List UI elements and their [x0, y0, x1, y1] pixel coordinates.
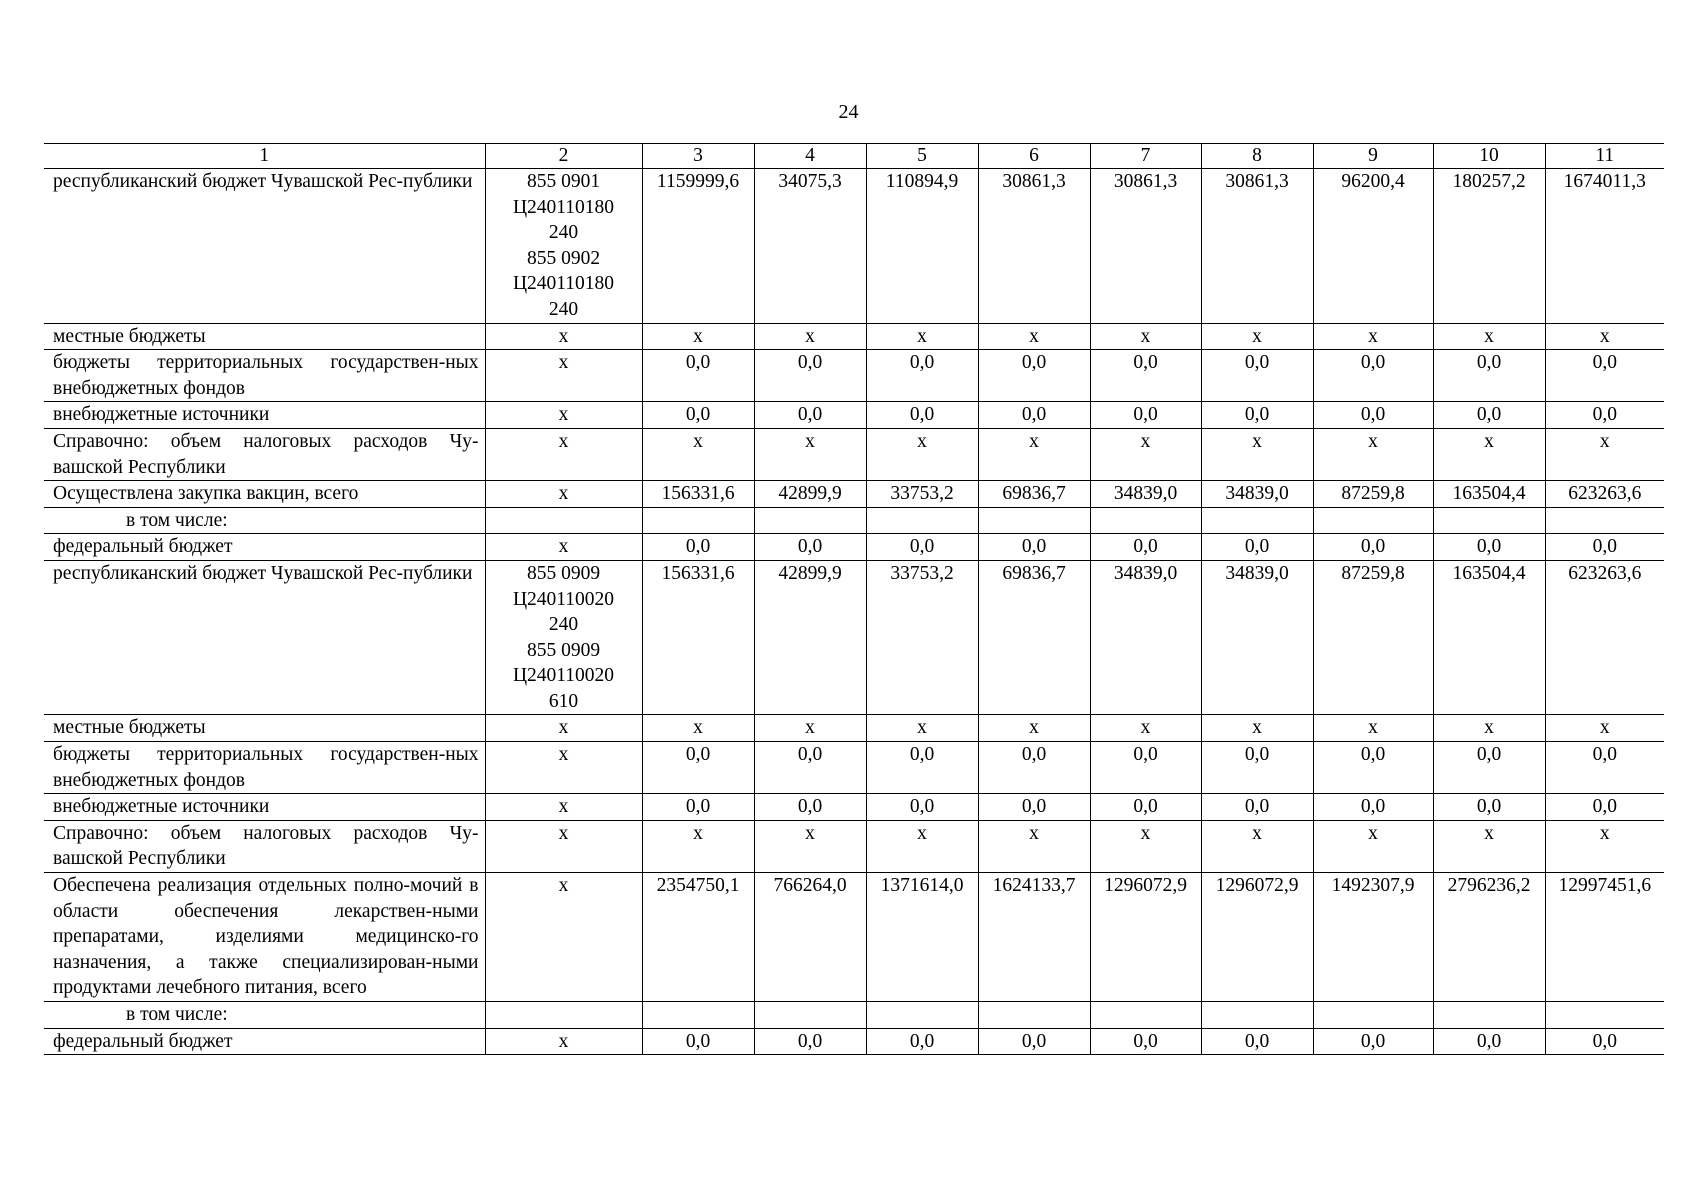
table-row	[44, 1028, 1664, 1055]
value-cell: 156331,6	[642, 481, 754, 508]
value-cell: 30861,3	[978, 169, 1090, 324]
value-cell	[1090, 507, 1201, 534]
value-cell: 0,0	[1090, 350, 1201, 402]
value-cell	[978, 1002, 1090, 1029]
value-cell: 180257,2	[1433, 169, 1545, 324]
budget-code-cell: х	[485, 402, 642, 429]
value-cell: 156331,6	[642, 560, 754, 715]
value-cell	[1433, 507, 1545, 534]
value-cell: 0,0	[1313, 742, 1433, 794]
table-row	[44, 873, 1664, 1002]
value-cell: 0,0	[642, 742, 754, 794]
row-label: внебюджетные источники	[44, 794, 485, 821]
value-cell: 0,0	[1433, 794, 1545, 821]
row-label: бюджеты территориальных государствен-ных внебюджетных фондов	[44, 742, 485, 794]
value-cell: 0,0	[1201, 794, 1313, 821]
value-cell: х	[978, 428, 1090, 480]
value-cell: 0,0	[1090, 794, 1201, 821]
value-cell: х	[978, 820, 1090, 872]
row-label: местные бюджеты	[44, 323, 485, 350]
value-cell: х	[1201, 715, 1313, 742]
value-cell: 30861,3	[1201, 169, 1313, 324]
value-cell: 42899,9	[754, 560, 866, 715]
row-label: в том числе:	[44, 1002, 485, 1029]
value-cell: 0,0	[642, 1028, 754, 1055]
value-cell: х	[1433, 323, 1545, 350]
column-header-6: 6	[978, 144, 1090, 169]
value-cell: 0,0	[866, 1028, 978, 1055]
value-cell: 0,0	[978, 350, 1090, 402]
value-cell	[642, 507, 754, 534]
value-cell: 0,0	[1433, 742, 1545, 794]
value-cell: 0,0	[1433, 1028, 1545, 1055]
budget-code-cell: х	[485, 820, 642, 872]
value-cell: 0,0	[866, 534, 978, 561]
table-row	[44, 323, 1664, 350]
value-cell: 0,0	[1545, 534, 1664, 561]
row-label: Справочно: объем налоговых расходов Чу-вашской Республики	[44, 428, 485, 480]
value-cell: 0,0	[1090, 1028, 1201, 1055]
table-row	[44, 428, 1664, 480]
value-cell: х	[1313, 323, 1433, 350]
value-cell: 0,0	[1313, 402, 1433, 429]
budget-code-cell: х	[485, 715, 642, 742]
value-cell	[1201, 507, 1313, 534]
value-cell: х	[754, 820, 866, 872]
value-cell: 0,0	[1201, 534, 1313, 561]
value-cell: 0,0	[1313, 350, 1433, 402]
table-row	[44, 560, 1664, 715]
value-cell: х	[866, 820, 978, 872]
value-cell	[754, 507, 866, 534]
value-cell: 0,0	[1201, 402, 1313, 429]
value-cell: 34839,0	[1090, 560, 1201, 715]
value-cell	[866, 1002, 978, 1029]
value-cell	[1433, 1002, 1545, 1029]
table-row	[44, 507, 1664, 534]
value-cell	[642, 1002, 754, 1029]
value-cell: 1674011,3	[1545, 169, 1664, 324]
value-cell: 0,0	[1201, 1028, 1313, 1055]
value-cell: х	[866, 715, 978, 742]
budget-code-cell: х	[485, 534, 642, 561]
value-cell: 0,0	[1090, 742, 1201, 794]
column-header-10: 10	[1433, 144, 1545, 169]
value-cell: 0,0	[1545, 350, 1664, 402]
value-cell: 0,0	[1545, 1028, 1664, 1055]
value-cell: 0,0	[754, 402, 866, 429]
value-cell: 0,0	[642, 402, 754, 429]
value-cell: х	[754, 323, 866, 350]
row-label: Осуществлена закупка вакцин, всего	[44, 481, 485, 508]
value-cell: х	[1201, 428, 1313, 480]
row-label: в том числе:	[44, 507, 485, 534]
value-cell: 34075,3	[754, 169, 866, 324]
budget-code-cell: х	[485, 742, 642, 794]
row-label: Обеспечена реализация отдельных полно-мочий в области обеспечения лекарствен-ными препаратами, изделиями медицинско-го назначения, а также специализирован-ными продуктами лечебного питания, всего	[44, 873, 485, 1002]
value-cell: х	[754, 715, 866, 742]
value-cell: х	[1545, 428, 1664, 480]
value-cell: 0,0	[754, 794, 866, 821]
value-cell: 0,0	[1545, 742, 1664, 794]
value-cell: х	[1433, 820, 1545, 872]
value-cell: 0,0	[978, 402, 1090, 429]
value-cell	[754, 1002, 866, 1029]
row-label: федеральный бюджет	[44, 1028, 485, 1055]
column-header-11: 11	[1545, 144, 1664, 169]
row-label: федеральный бюджет	[44, 534, 485, 561]
value-cell: 110894,9	[866, 169, 978, 324]
table-row	[44, 820, 1664, 872]
value-cell: 0,0	[978, 534, 1090, 561]
value-cell: х	[1090, 820, 1201, 872]
value-cell: 0,0	[1313, 534, 1433, 561]
row-label: местные бюджеты	[44, 715, 485, 742]
value-cell: 69836,7	[978, 481, 1090, 508]
value-cell: 34839,0	[1201, 481, 1313, 508]
value-cell	[1313, 507, 1433, 534]
value-cell: х	[754, 428, 866, 480]
value-cell: 0,0	[754, 534, 866, 561]
value-cell: х	[866, 428, 978, 480]
value-cell	[1313, 1002, 1433, 1029]
value-cell: х	[1313, 715, 1433, 742]
value-cell: 0,0	[1201, 350, 1313, 402]
row-label: республиканский бюджет Чувашской Рес-публики	[44, 560, 485, 715]
value-cell	[1545, 1002, 1664, 1029]
budget-code-cell: 855 0901 Ц240110180 240 855 0902 Ц240110180 240	[485, 169, 642, 324]
value-cell: х	[866, 323, 978, 350]
value-cell: 33753,2	[866, 560, 978, 715]
value-cell: х	[642, 715, 754, 742]
value-cell	[978, 507, 1090, 534]
row-label: Справочно: объем налоговых расходов Чу-вашской Республики	[44, 820, 485, 872]
value-cell: 0,0	[978, 794, 1090, 821]
budget-table	[44, 143, 1664, 1055]
value-cell: 0,0	[1090, 534, 1201, 561]
value-cell: 87259,8	[1313, 481, 1433, 508]
table-body	[44, 144, 1664, 1055]
table-row	[44, 794, 1664, 821]
value-cell: х	[1313, 428, 1433, 480]
table-row	[44, 169, 1664, 324]
value-cell: х	[1433, 715, 1545, 742]
table-row	[44, 715, 1664, 742]
value-cell: х	[1545, 715, 1664, 742]
value-cell: 0,0	[754, 350, 866, 402]
value-cell	[1201, 1002, 1313, 1029]
value-cell: 42899,9	[754, 481, 866, 508]
value-cell: 1492307,9	[1313, 873, 1433, 1002]
value-cell: х	[1090, 323, 1201, 350]
value-cell: х	[642, 820, 754, 872]
table-row	[44, 402, 1664, 429]
value-cell: 1296072,9	[1090, 873, 1201, 1002]
value-cell	[1090, 1002, 1201, 1029]
value-cell: 0,0	[866, 402, 978, 429]
value-cell: 163504,4	[1433, 560, 1545, 715]
column-header-7: 7	[1090, 144, 1201, 169]
value-cell: х	[642, 323, 754, 350]
value-cell: 0,0	[1545, 402, 1664, 429]
value-cell: 0,0	[754, 742, 866, 794]
value-cell: х	[642, 428, 754, 480]
value-cell: 623263,6	[1545, 481, 1664, 508]
value-cell: 0,0	[1090, 402, 1201, 429]
value-cell: 2796236,2	[1433, 873, 1545, 1002]
column-header-1: 1	[44, 144, 485, 169]
row-label: республиканский бюджет Чувашской Рес-публики	[44, 169, 485, 324]
value-cell: 0,0	[1313, 1028, 1433, 1055]
column-header-5: 5	[866, 144, 978, 169]
value-cell: х	[1201, 820, 1313, 872]
value-cell: х	[1545, 323, 1664, 350]
budget-code-cell	[485, 507, 642, 534]
budget-code-cell	[485, 1002, 642, 1029]
budget-code-cell: х	[485, 350, 642, 402]
column-header-3: 3	[642, 144, 754, 169]
value-cell: 1624133,7	[978, 873, 1090, 1002]
budget-code-cell: х	[485, 1028, 642, 1055]
value-cell: 12997451,6	[1545, 873, 1664, 1002]
budget-code-cell: х	[485, 323, 642, 350]
value-cell: х	[1090, 428, 1201, 480]
value-cell: х	[978, 323, 1090, 350]
column-number-row	[44, 144, 1664, 169]
value-cell: 0,0	[642, 350, 754, 402]
column-header-9: 9	[1313, 144, 1433, 169]
value-cell: 33753,2	[866, 481, 978, 508]
value-cell: х	[1201, 323, 1313, 350]
column-header-2: 2	[485, 144, 642, 169]
value-cell: х	[1313, 820, 1433, 872]
value-cell: х	[1545, 820, 1664, 872]
value-cell: 0,0	[866, 350, 978, 402]
value-cell: х	[1433, 428, 1545, 480]
row-label: бюджеты территориальных государствен-ных внебюджетных фондов	[44, 350, 485, 402]
value-cell: 0,0	[1433, 402, 1545, 429]
table-row	[44, 742, 1664, 794]
value-cell: 0,0	[642, 794, 754, 821]
value-cell: 0,0	[1433, 350, 1545, 402]
value-cell: 87259,8	[1313, 560, 1433, 715]
table-row	[44, 534, 1664, 561]
budget-code-cell: х	[485, 873, 642, 1002]
table-row	[44, 481, 1664, 508]
table-row	[44, 350, 1664, 402]
value-cell: х	[1090, 715, 1201, 742]
value-cell: 0,0	[1201, 742, 1313, 794]
value-cell: 96200,4	[1313, 169, 1433, 324]
row-label: внебюджетные источники	[44, 402, 485, 429]
value-cell: 34839,0	[1090, 481, 1201, 508]
value-cell: 0,0	[1313, 794, 1433, 821]
value-cell: 0,0	[642, 534, 754, 561]
value-cell: 0,0	[754, 1028, 866, 1055]
value-cell: х	[978, 715, 1090, 742]
value-cell	[1545, 507, 1664, 534]
value-cell	[866, 507, 978, 534]
budget-code-cell: х	[485, 428, 642, 480]
value-cell: 69836,7	[978, 560, 1090, 715]
value-cell: 0,0	[978, 1028, 1090, 1055]
value-cell: 0,0	[866, 794, 978, 821]
budget-code-cell: 855 0909 Ц240110020 240 855 0909 Ц240110020 610	[485, 560, 642, 715]
value-cell: 0,0	[1433, 534, 1545, 561]
value-cell: 1159999,6	[642, 169, 754, 324]
value-cell: 2354750,1	[642, 873, 754, 1002]
budget-code-cell: х	[485, 794, 642, 821]
value-cell: 0,0	[866, 742, 978, 794]
column-header-4: 4	[754, 144, 866, 169]
value-cell: 623263,6	[1545, 560, 1664, 715]
table-row	[44, 1002, 1664, 1029]
value-cell: 0,0	[1545, 794, 1664, 821]
column-header-8: 8	[1201, 144, 1313, 169]
value-cell: 766264,0	[754, 873, 866, 1002]
value-cell: 0,0	[978, 742, 1090, 794]
value-cell: 1371614,0	[866, 873, 978, 1002]
value-cell: 34839,0	[1201, 560, 1313, 715]
value-cell: 163504,4	[1433, 481, 1545, 508]
value-cell: 30861,3	[1090, 169, 1201, 324]
page-number: 24	[838, 101, 859, 123]
budget-code-cell: х	[485, 481, 642, 508]
value-cell: 1296072,9	[1201, 873, 1313, 1002]
